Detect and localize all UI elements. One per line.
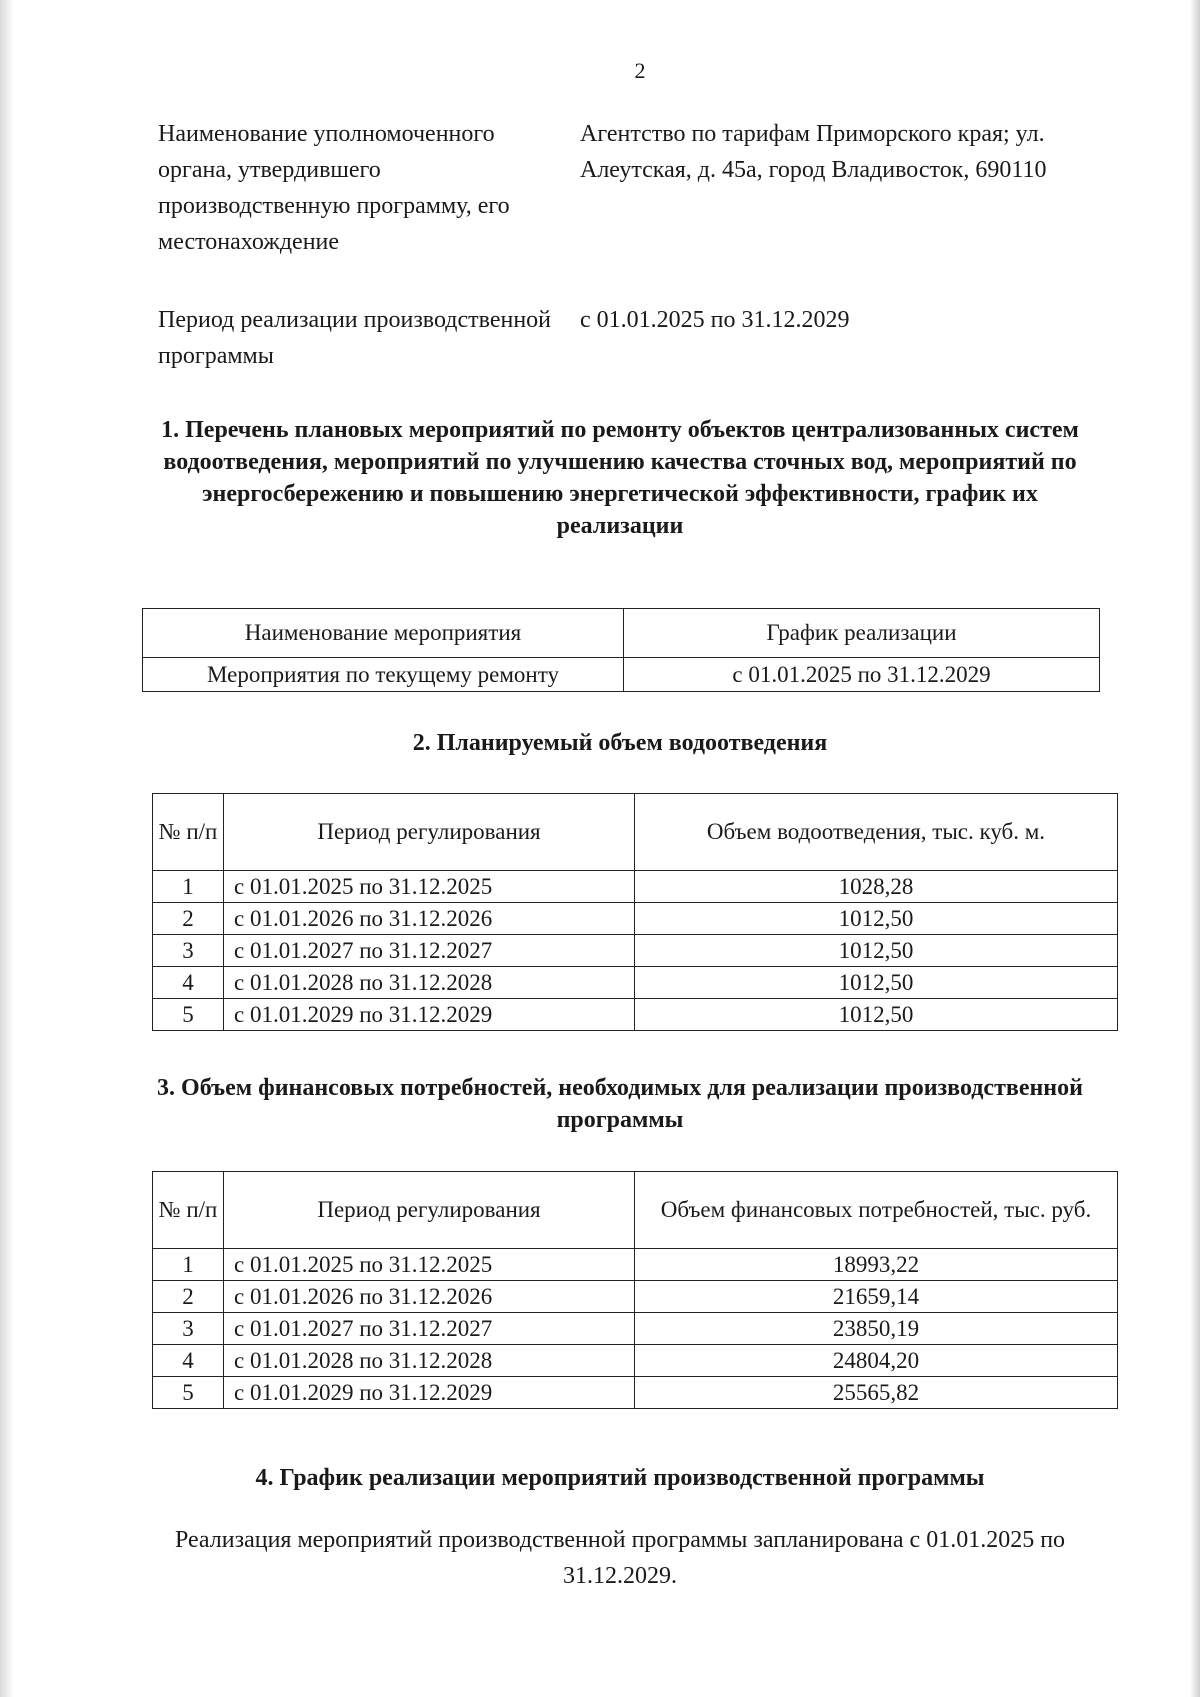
table-row	[153, 1377, 1118, 1409]
table-header-cell: Объем водоотведения, тыс. куб. м.	[635, 794, 1118, 871]
table-cell: с 01.01.2026 по 31.12.2026	[224, 903, 635, 935]
table-row	[153, 1313, 1118, 1345]
scan-page-edge-right	[1190, 0, 1200, 1697]
table-cell: с 01.01.2025 по 31.12.2025	[224, 1249, 635, 1281]
section-4-title: 4. График реализации мероприятий производственной программы	[255, 1465, 985, 1491]
section-1-title: 1. Перечень плановых мероприятий по ремонту объектов централизованных систем водоотведения, мероприятий по улучшению качества сточных вод, мероприятий по энергосбережению и повышению энергетической эффективности, график их реализации	[161, 417, 1079, 539]
table-row	[143, 658, 1100, 692]
table-cell: Мероприятия по текущему ремонту	[143, 658, 624, 692]
table-cell: 18993,22	[635, 1249, 1118, 1281]
table-cell: с 01.01.2028 по 31.12.2028	[224, 1345, 635, 1377]
table-row	[153, 903, 1118, 935]
table-cell: с 01.01.2027 по 31.12.2027	[224, 1313, 635, 1345]
table-header-cell: № п/п	[153, 794, 224, 871]
table-header-cell: Объем финансовых потребностей, тыс. руб.	[635, 1172, 1118, 1249]
table-cell: 5	[153, 1377, 224, 1409]
table-cell: 2	[153, 1281, 224, 1313]
page-number: 2	[634, 58, 646, 83]
table-row	[153, 967, 1118, 999]
table-cell: с 01.01.2028 по 31.12.2028	[224, 967, 635, 999]
table-cell: 1012,50	[635, 999, 1118, 1031]
table-cell: с 01.01.2025 по 31.12.2029	[624, 658, 1100, 692]
table-cell: с 01.01.2026 по 31.12.2026	[224, 1281, 635, 1313]
water-disposal-volume-table	[152, 793, 1118, 1031]
table-header-cell: График реализации	[624, 609, 1100, 658]
table-cell: 5	[153, 999, 224, 1031]
table-row	[153, 1249, 1118, 1281]
table-cell: 2	[153, 903, 224, 935]
table-header-row	[143, 609, 1100, 658]
table-cell: 1012,50	[635, 903, 1118, 935]
table-row	[153, 935, 1118, 967]
table-cell: 1	[153, 871, 224, 903]
authority-label: Наименование уполномоченного органа, утвердившего производственную программу, его местонахождение	[158, 121, 510, 255]
table-row	[153, 999, 1118, 1031]
table-header-cell: Период регулирования	[224, 794, 635, 871]
table-header-cell: № п/п	[153, 1172, 224, 1249]
section-2-title: 2. Планируемый объем водоотведения	[412, 730, 828, 756]
table-cell: 3	[153, 1313, 224, 1345]
table-cell: 4	[153, 1345, 224, 1377]
table-header-cell: Период регулирования	[224, 1172, 635, 1249]
table-cell: 24804,20	[635, 1345, 1118, 1377]
authority-value: Агентство по тарифам Приморского края; ул. Алеутская, д. 45а, город Владивосток, 690110	[580, 121, 1047, 183]
table-row	[153, 1281, 1118, 1313]
table-cell: с 01.01.2027 по 31.12.2027	[224, 935, 635, 967]
period-label: Период реализации производственной программы	[158, 307, 552, 369]
table-cell: с 01.01.2025 по 31.12.2025	[224, 871, 635, 903]
table-cell: 1028,28	[635, 871, 1118, 903]
financial-needs-table	[152, 1171, 1118, 1409]
table-header-cell: Наименование мероприятия	[143, 609, 624, 658]
table-cell: 21659,14	[635, 1281, 1118, 1313]
table-cell: с 01.01.2029 по 31.12.2029	[224, 1377, 635, 1409]
table-cell: 23850,19	[635, 1313, 1118, 1345]
period-value: с 01.01.2025 по 31.12.2029	[580, 307, 850, 333]
table-cell: 4	[153, 967, 224, 999]
table-header-row	[153, 1172, 1118, 1249]
scan-page-edge-left	[0, 0, 14, 1697]
table-cell: с 01.01.2029 по 31.12.2029	[224, 999, 635, 1031]
table-row	[153, 1345, 1118, 1377]
activities-table	[142, 608, 1100, 692]
table-cell: 25565,82	[635, 1377, 1118, 1409]
table-cell: 1	[153, 1249, 224, 1281]
section-3-title: 3. Объем финансовых потребностей, необходимых для реализации производственной программы	[157, 1075, 1083, 1133]
table-row	[153, 871, 1118, 903]
table-header-row	[153, 794, 1118, 871]
table-cell: 1012,50	[635, 935, 1118, 967]
section-4-text: Реализация мероприятий производственной программы запланирована с 01.01.2025 по 31.12.2029.	[174, 1527, 1066, 1589]
table-cell: 3	[153, 935, 224, 967]
table-cell: 1012,50	[635, 967, 1118, 999]
